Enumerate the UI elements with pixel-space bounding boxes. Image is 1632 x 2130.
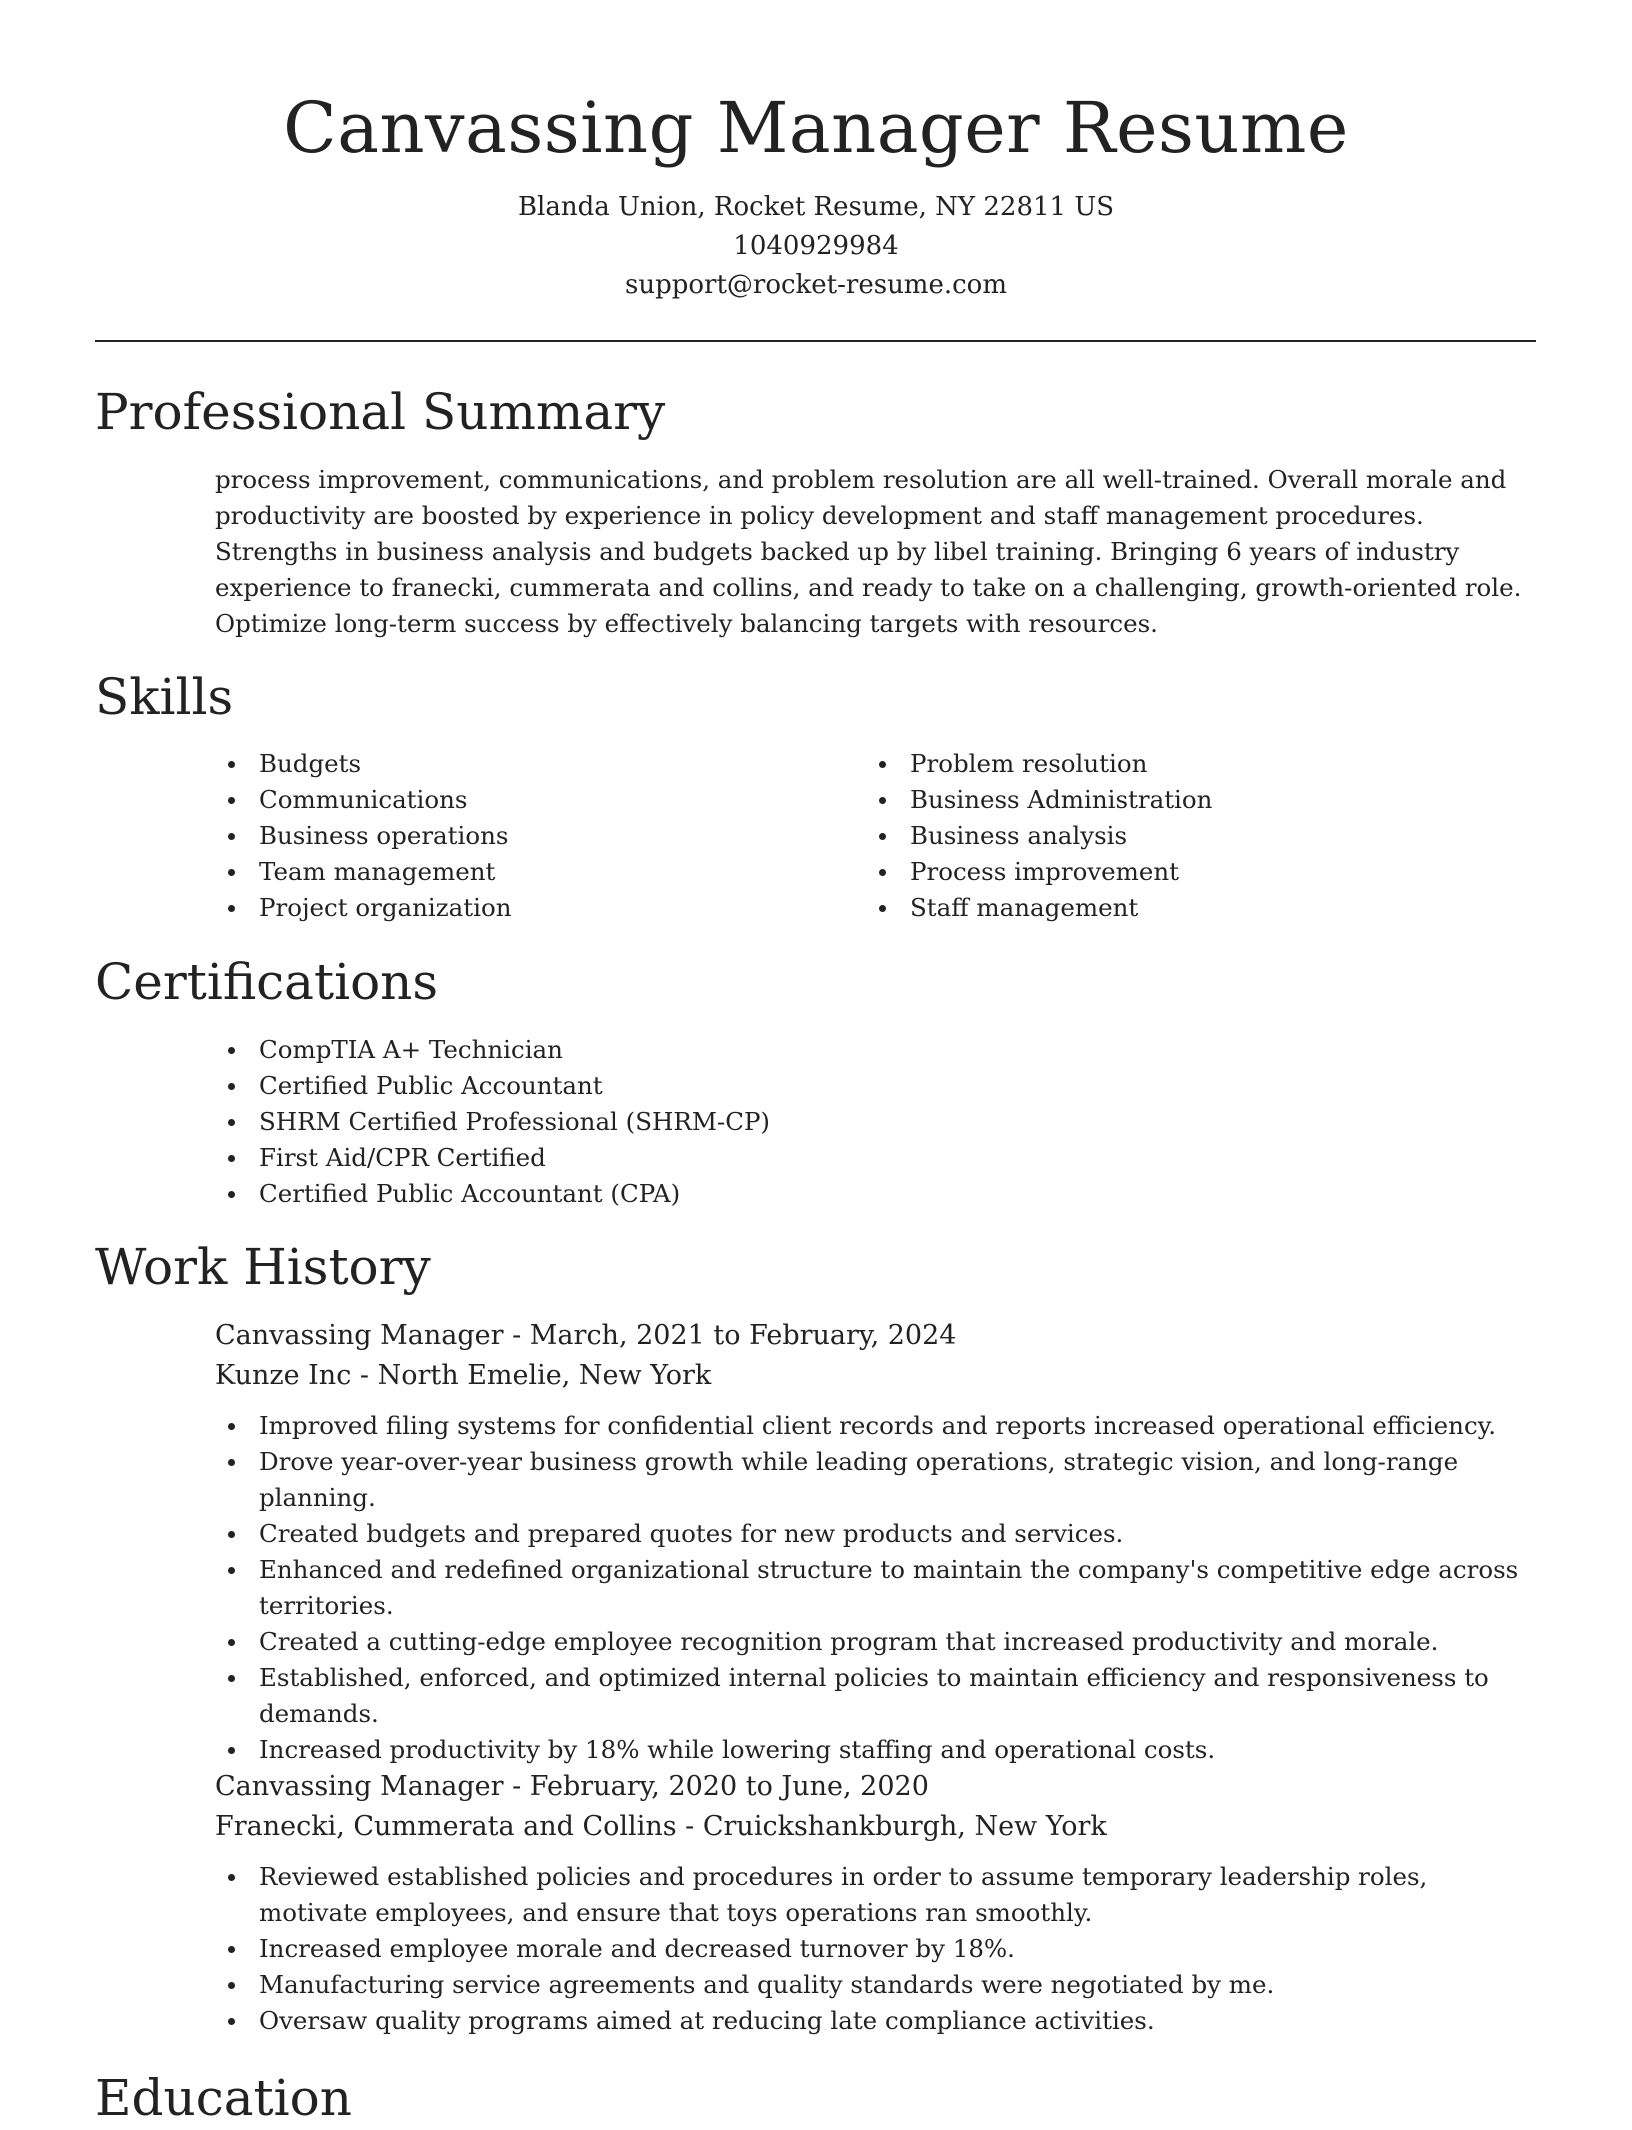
skills-heading: Skills	[95, 668, 234, 726]
skill-item: Staff management	[866, 890, 1526, 926]
job-bullet: Created budgets and prepared quotes for new products and services.	[215, 1516, 1535, 1552]
certifications-list	[215, 1032, 1215, 1212]
job-bullet: Improved filing systems for confidential client records and reports increased operational efficiency.	[215, 1408, 1535, 1444]
email-address: support@rocket-resume.com	[624, 270, 1007, 300]
job-bullet: Reviewed established policies and procedures in order to assume temporary leadership roles, motivate employees, and ensure that toys operations ran smoothly.	[215, 1859, 1535, 1931]
job-bullet: Increased employee morale and decreased turnover by 18%.	[215, 1931, 1535, 1967]
skill-item: Project organization	[215, 890, 835, 926]
job-location: - Cruickshankburgh, New York	[676, 1811, 1107, 1842]
skill-item: Problem resolution	[866, 746, 1526, 782]
skill-item: Budgets	[215, 746, 835, 782]
job-bullets	[215, 1859, 1535, 2039]
job-company-line	[215, 1356, 1535, 1396]
job-dates: - March, 2021 to February, 2024	[503, 1320, 957, 1351]
education-heading: Education	[95, 2069, 352, 2127]
skill-item: Communications	[215, 782, 835, 818]
certifications-heading: Certifications	[95, 953, 439, 1011]
job-company: Kunze Inc	[215, 1360, 352, 1391]
resume-title: Canvassing Manager Resume	[283, 87, 1349, 169]
certification-item: First Aid/CPR Certified	[215, 1140, 1215, 1176]
certification-item: CompTIA A+ Technician	[215, 1032, 1215, 1068]
certification-item: Certified Public Accountant (CPA)	[215, 1176, 1215, 1212]
job-entry	[215, 1316, 1535, 1768]
job-bullet: Manufacturing service agreements and quality standards were negotiated by me.	[215, 1967, 1535, 2003]
job-role: Canvassing Manager	[215, 1771, 504, 1802]
job-bullet: Established, enforced, and optimized internal policies to maintain efficiency and responsiveness to demands.	[215, 1660, 1535, 1732]
skill-item: Team management	[215, 854, 835, 890]
job-title-line	[215, 1316, 1535, 1356]
summary-heading: Professional Summary	[95, 383, 666, 441]
skill-item: Process improvement	[866, 854, 1526, 890]
job-company: Franecki, Cummerata and Collins	[215, 1811, 677, 1842]
resume-header	[0, 80, 1632, 305]
job-bullet: Enhanced and redefined organizational structure to maintain the company's competitive edge across territories.	[215, 1552, 1535, 1624]
job-dates: - February, 2020 to June, 2020	[503, 1771, 929, 1802]
certification-item: SHRM Certified Professional (SHRM-CP)	[215, 1104, 1215, 1140]
job-bullet: Drove year-over-year business growth while leading operations, strategic vision, and long-range planning.	[215, 1444, 1535, 1516]
contact-info	[0, 188, 1632, 305]
job-bullet: Oversaw quality programs aimed at reducing late compliance activities.	[215, 2003, 1535, 2039]
header-divider	[95, 340, 1536, 342]
skills-list-right	[866, 746, 1526, 926]
skill-item: Business analysis	[866, 818, 1526, 854]
job-role: Canvassing Manager	[215, 1320, 504, 1351]
summary-text: process improvement, communications, and problem resolution are all well-trained. Overall morale and productivity are boosted by experience in policy development and staff management procedures. Strengths in business analysis and budgets backed up by libel training. Bringing 6 years of industry experience to franecki, cummerata and collins, and ready to take on a challenging, growth-oriented role. Optimize long-term success by effectively balancing targets with resources.	[215, 465, 1522, 638]
work-history-heading: Work History	[95, 1238, 431, 1296]
job-entry	[215, 1767, 1535, 2039]
job-company-line	[215, 1807, 1535, 1847]
job-bullet: Created a cutting-edge employee recognition program that increased productivity and morale.	[215, 1624, 1535, 1660]
job-bullets	[215, 1408, 1535, 1768]
job-bullet: Increased productivity by 18% while lowering staffing and operational costs.	[215, 1732, 1535, 1768]
job-location: - North Emelie, New York	[351, 1360, 712, 1391]
job-title-line	[215, 1767, 1535, 1807]
address: Blanda Union, Rocket Resume, NY 22811 US	[517, 192, 1115, 222]
skill-item: Business operations	[215, 818, 835, 854]
skill-item: Business Administration	[866, 782, 1526, 818]
certification-item: Certified Public Accountant	[215, 1068, 1215, 1104]
skills-list-left	[215, 746, 835, 926]
phone-number: 1040929984	[733, 231, 899, 261]
